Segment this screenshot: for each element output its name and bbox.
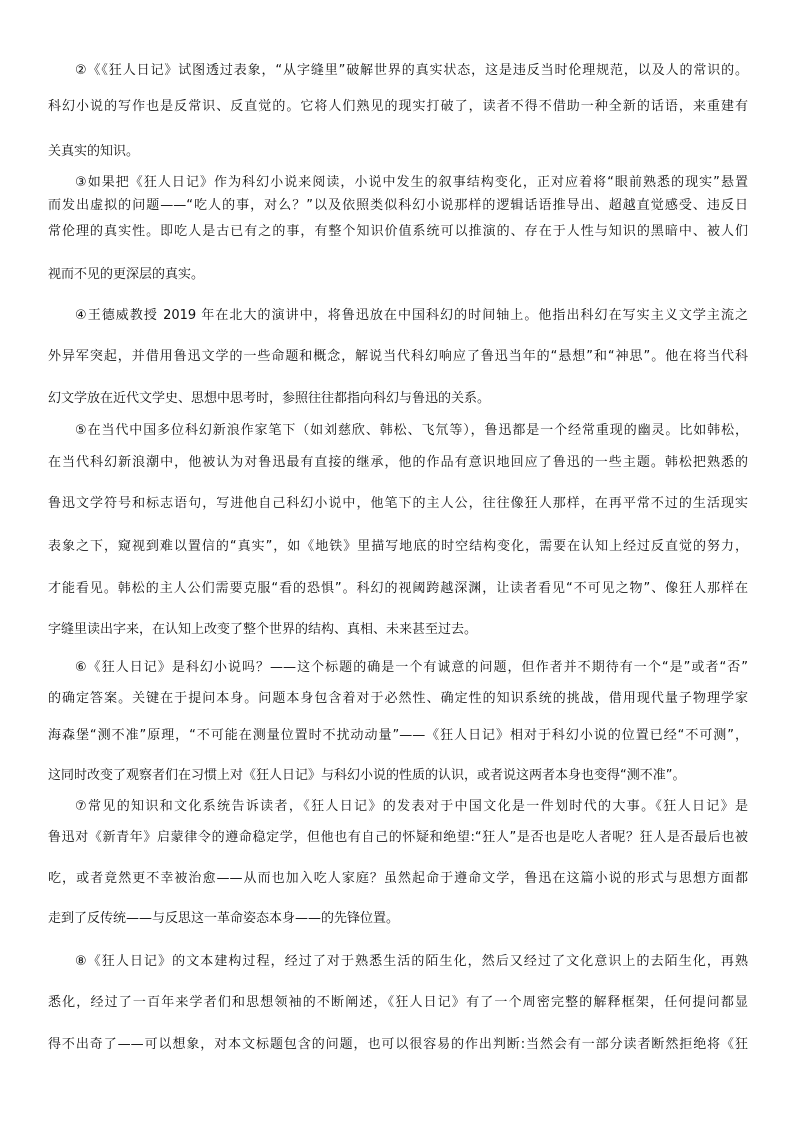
paragraph-6-line-4: 这同时改变了观察者们在习惯上对《狂人日记》与科幻小说的性质的认识，或者说这两者本身也变得“测不准”。 bbox=[48, 768, 686, 783]
paragraph-5-line-3: 鲁迅文学符号和标志语句，写进他自己科幻小说中，他笔下的主人公，往往像狂人那样，在再平常不过的生活现实 bbox=[48, 496, 748, 511]
paragraph-2-line-1: ②《《狂人日记》试图透过表象，“从字缝里”破解世界的真实状态，这是违反当时伦理规范，以及人的常识的。 bbox=[75, 63, 748, 78]
paragraph-4-line-1: ④王德威教授 2019 年在北大的演讲中，将鲁迅放在中国科幻的时间轴上。他指出科幻在写实主义文学主流之 bbox=[75, 308, 748, 323]
paragraph-8-line-1: ⑧《狂人日记》的文本建构过程，经过了对于熟悉生活的陌生化，然后又经过了文化意识上的去陌生化，再熟 bbox=[75, 954, 748, 969]
paragraph-2-line-2: 科幻小说的写作也是反常识、反直觉的。它将人们熟见的现实打破了，读者不得不借助一种全新的话语，来重建有 bbox=[48, 99, 748, 114]
paragraph-6-line-1: ⑥《狂人日记》是科幻小说吗？——这个标题的确是一个有诚意的问题，但作者并不期待有一个“是”或者“否” bbox=[75, 660, 748, 675]
paragraph-4-line-2: 外异军突起，并借用鲁迅文学的一些命题和概念，解说当代科幻响应了鲁迅当年的“悬想”和“神思”。他在将当代科 bbox=[48, 349, 748, 364]
paragraph-4-line-3: 幻文学放在近代文学史、思想中思考时，参照往往都指向科幻与鲁迅的关系。 bbox=[48, 391, 491, 406]
paragraph-6-line-3: 海森堡“测不准”原理，“不可能在测量位置时不扰动动量”——《狂人日记》相对于科幻小说的位置已经“不可测”， bbox=[48, 728, 748, 743]
paragraph-7-line-1: ⑦常见的知识和文化系统告诉读者，《狂人日记》的发表对于中国文化是一件划时代的大事。《狂人日记》是 bbox=[75, 799, 748, 814]
paragraph-2-line-3: 关真实的知识。 bbox=[48, 144, 140, 159]
paragraph-7-line-4: 走到了反传统——与反思这一革命姿态本身——的先锋位置。 bbox=[48, 911, 400, 926]
paragraph-5-line-1: ⑤在当代中国多位科幻新浪作家笔下（如刘慈欣、韩松、飞氘等），鲁迅都是一个经常重现的幽灵。比如韩松， bbox=[75, 423, 748, 438]
paragraph-5-line-6: 字缝里读出字来，在认知上改变了整个世界的结构、真相、未来甚至过去。 bbox=[48, 622, 478, 637]
paragraph-5-line-4: 表象之下，窥视到难以置信的“真实”，如《地铁》里描写地底的时空结构变化，需要在认知上经过反直觉的努力， bbox=[48, 539, 748, 554]
paragraph-5-line-5: 才能看见。韩松的主人公们需要克服“看的恐惧”。科幻的视阈跨越深渊，让读者看见“不可见之物”、像狂人那样在 bbox=[48, 581, 748, 596]
paragraph-3-line-4: 视而不见的更深层的真实。 bbox=[48, 267, 205, 282]
paragraph-8-line-3: 得不出奇了——可以想象，对本文标题包含的问题，也可以很容易的作出判断:当然会有一部分读者断然拒绝将《狂 bbox=[48, 1037, 748, 1052]
paragraph-5-line-2: 在当代科幻新浪潮中，他被认为对鲁迅最有直接的继承，他的作品有意识地回应了鲁迅的一些主题。韩松把熟悉的 bbox=[48, 455, 748, 470]
paragraph-3-line-2: 而发出虚拟的问题——“吃人的事，对么？”以及依照类似科幻小说那样的逻辑话语推导出、超越直觉感受、违反日 bbox=[48, 198, 748, 213]
paragraph-8-line-2: 悉化，经过了一百年来学者们和思想领袖的不断阐述，《狂人日记》有了一个周密完整的解释框架，任何提问都显 bbox=[48, 995, 748, 1010]
paragraph-3-line-1: ③如果把《狂人日记》作为科幻小说来阅读，小说中发生的叙事结构变化，正对应着将“眼前熟悉的现实”悬置 bbox=[75, 175, 748, 190]
paragraph-7-line-2: 鲁迅对《新青年》启蒙律令的遵命稳定学，但他也有自己的怀疑和绝望:“狂人”是否也是吃人者呢？狂人是否最后也被 bbox=[48, 830, 748, 845]
paragraph-3-line-3: 常伦理的真实性。即吃人是古已有之的事，有整个知识价值系统可以推演的、存在于人性与知识的黑暗中、被人们 bbox=[48, 224, 748, 239]
paragraph-6-line-2: 的确定答案。关键在于提问本身。问题本身包含着对于必然性、确定性的知识系统的挑战，借用现代量子物理学家 bbox=[48, 691, 748, 706]
paragraph-7-line-3: 吃，或者竟然更不幸被治愈——从而也加入吃人家庭？虽然起命于遵命文学，鲁迅在这篇小说的形式与思想方面都 bbox=[48, 871, 748, 886]
